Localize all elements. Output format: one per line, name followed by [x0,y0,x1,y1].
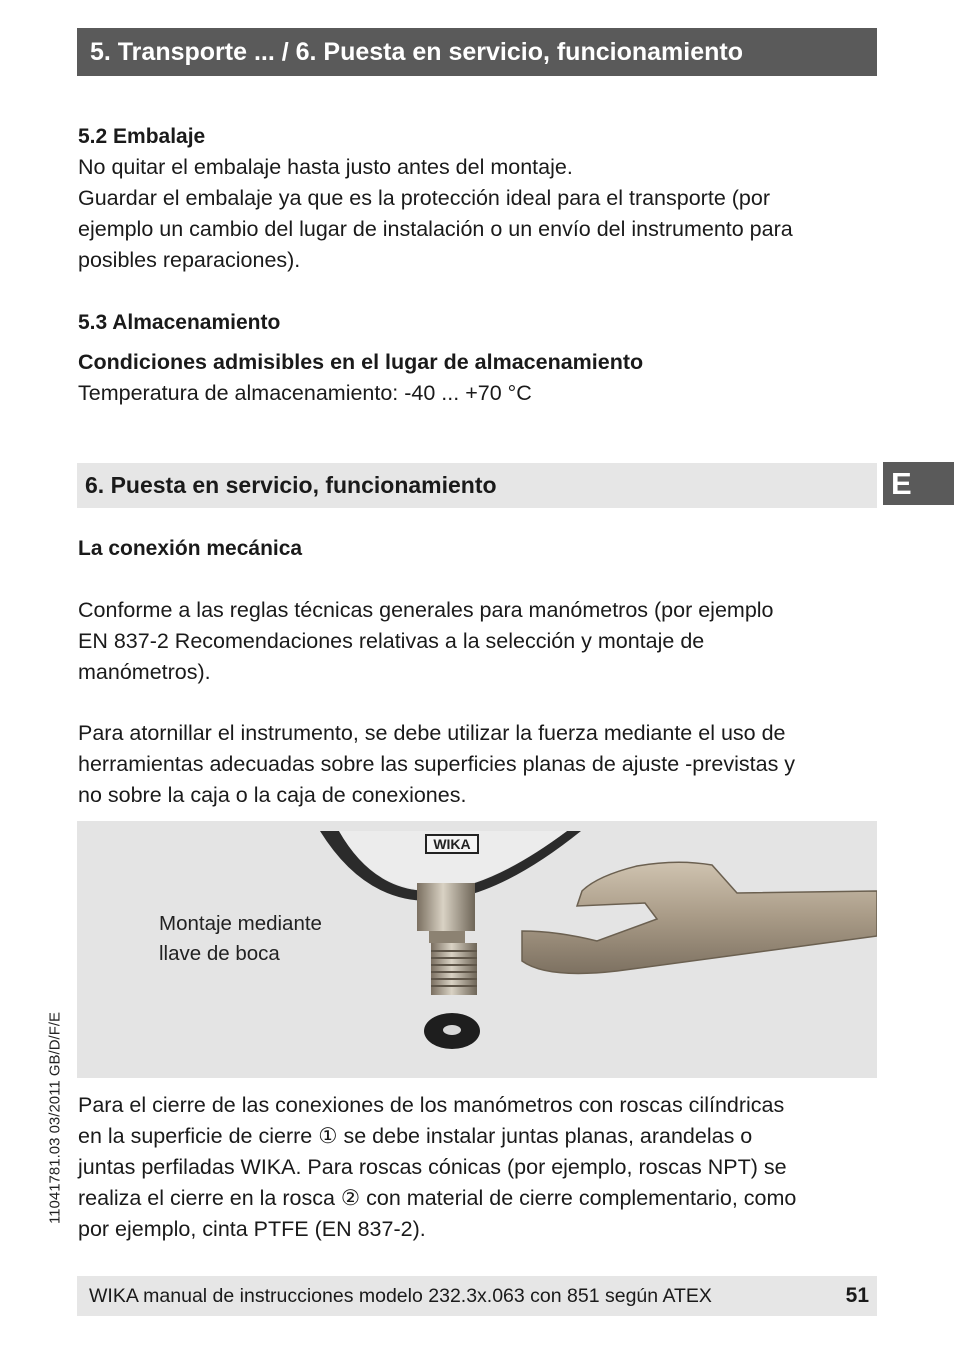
page-header: 5. Transporte ... / 6. Puesta en servicio, funcionamiento [77,28,877,76]
section-5-3-heading: 5.3 Almacenamiento [78,311,281,334]
text-segment: en la superficie de cierre [78,1124,319,1148]
mechanical-connection-heading: La conexión mecánica [78,537,303,560]
paragraph-line: EN 837-2 Recomendaciones relativas a la selección y montaje de [78,629,705,653]
marker-1: ① [318,1124,338,1148]
paragraph-line: No quitar el embalaje hasta justo antes del montaje. [78,155,573,179]
paragraph-line: posibles reparaciones). [78,248,301,272]
open-end-wrench [522,862,877,973]
storage-temperature: Temperatura de almacenamiento: -40 ... +70 °C [78,381,532,405]
marker-2: ② [340,1186,361,1210]
paragraph-line: Para el cierre de las conexiones de los manómetros con roscas cilíndricas [78,1093,785,1117]
paragraph-line: Para atornillar el instrumento, se debe utilizar la fuerza mediante el uso de [78,721,786,745]
gauge-and-wrench-illustration [77,821,877,1078]
document-code: 11041781.03 03/2011 GB/D/F/E [46,1011,64,1225]
paragraph-line: Guardar el embalaje ya que es la protección ideal para el transporte (por [78,186,770,210]
section-5-2-heading: 5.2 Embalaje [78,125,206,148]
paragraph-line: por ejemplo, cinta PTFE (EN 837-2). [78,1217,426,1241]
wika-logo-text: WIKA [433,836,471,852]
paragraph-line: no sobre la caja o la caja de conexiones. [78,783,467,807]
paragraph-line: juntas perfiladas WIKA. Para roscas cónicas (por ejemplo, roscas NPT) se [78,1155,787,1179]
paragraph-line: manómetros). [78,660,211,684]
page-footer [77,1276,877,1316]
paragraph-line: ejemplo un cambio del lugar de instalación o un envío del instrumento para [78,217,793,241]
paragraph-line [78,1121,878,1152]
text-segment: con material de cierre complementario, como [360,1186,797,1210]
section-6-paragraph-3 [78,1090,878,1245]
section-5-2-text [78,152,878,276]
footer-text: WIKA manual de instrucciones modelo 232.3x.063 con 851 según ATEX [89,1285,712,1307]
paragraph-line: Conforme a las reglas técnicas generales para manómetros (por ejemplo [78,598,774,622]
page-number: 51 [845,1284,869,1307]
mounting-figure [77,821,877,1078]
section-6-heading: 6. Puesta en servicio, funcionamiento [77,463,877,508]
text-segment: se debe instalar juntas planas, arandelas o [337,1124,753,1148]
caption-line: Montaje mediante [159,912,322,935]
paragraph-line [78,1183,878,1214]
storage-conditions-heading: Condiciones admisibles en el lugar de almacenamiento [78,350,644,374]
caption-line: llave de boca [159,942,280,965]
section-6-paragraph-2 [78,718,878,811]
language-tab: E [883,462,954,505]
paragraph-line: herramientas adecuadas sobre las superficies planas de ajuste -previstas y [78,752,796,776]
section-6-paragraph-1 [78,595,878,688]
text-segment: realiza el cierre en la rosca [78,1186,341,1210]
